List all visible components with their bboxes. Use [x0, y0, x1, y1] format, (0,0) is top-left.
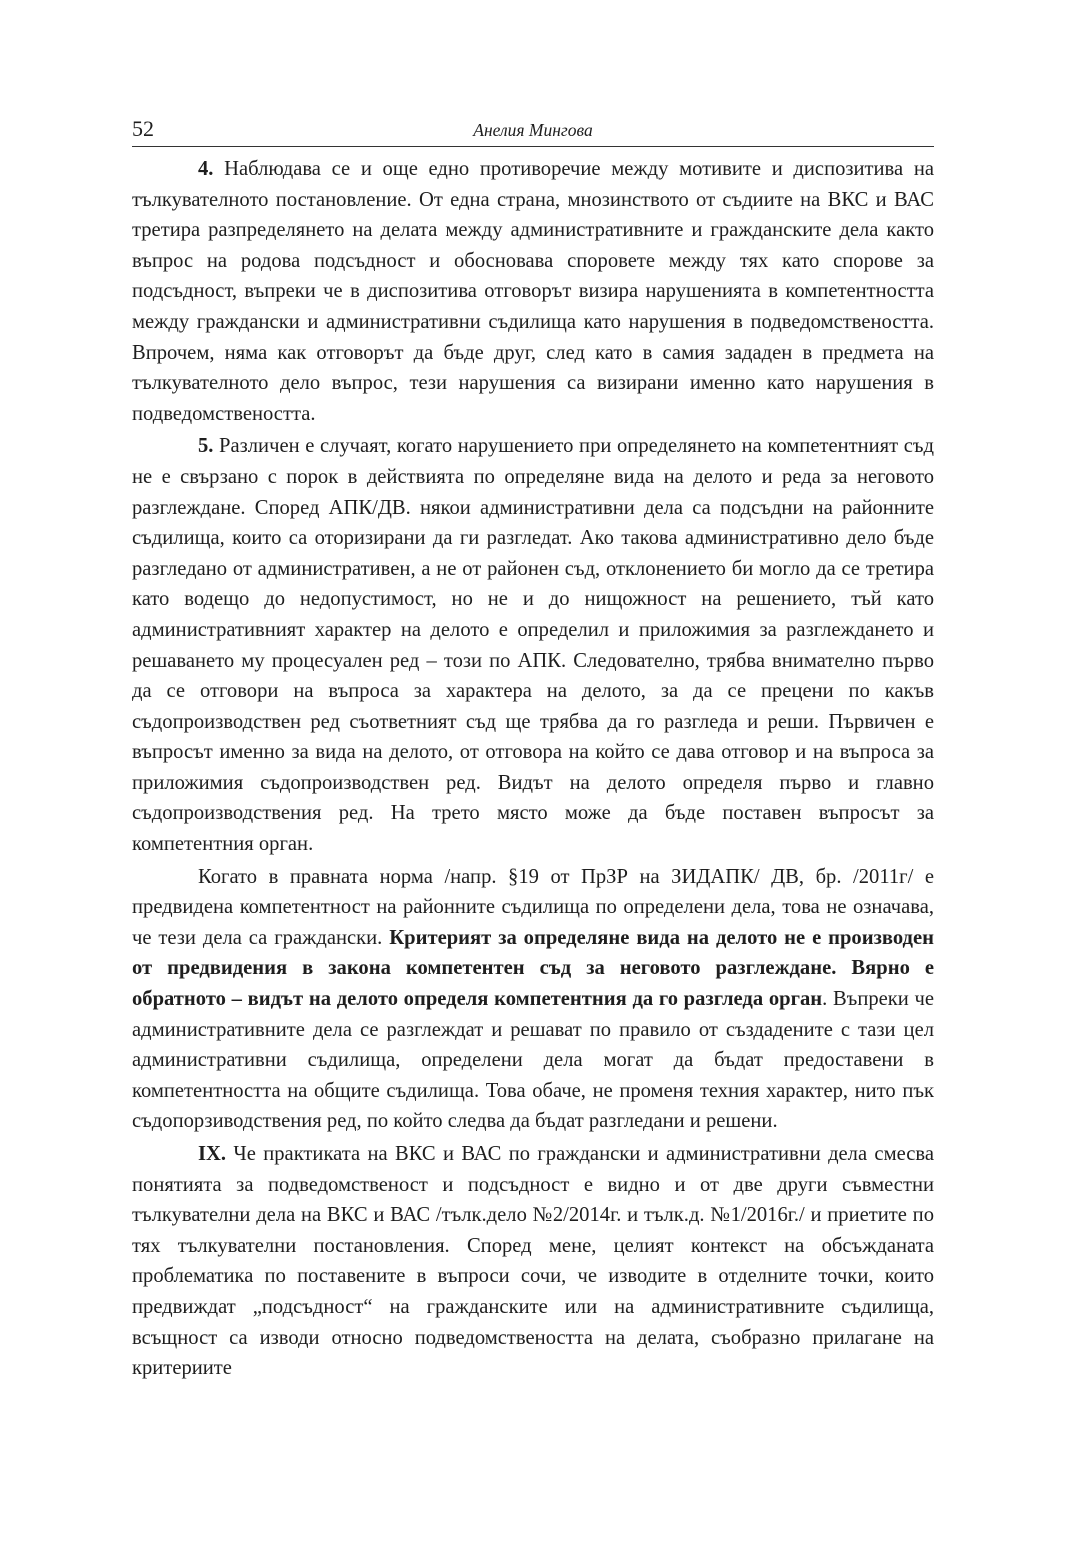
- paragraph-ix: [132, 1139, 934, 1384]
- body-text: [132, 154, 934, 1386]
- paragraph-criterion: [132, 862, 934, 1137]
- paragraph-text: . Въпреки че административните дела се разглеждат и решават по правило от създадените с тази цел административни съдилища, определени дела могат да бъдат предоставени в компетентността на общите съдилища. Това обаче, не променя техния характер, нито пък съдопорзиводствения ред, по който следва да бъдат разгледани и решени.: [132, 988, 935, 1133]
- paragraph-5: [132, 431, 934, 859]
- running-head: Анелия Мингова: [473, 120, 593, 140]
- page-number: 52: [132, 116, 154, 141]
- bold-emphasis: Критерият за определяне вида на делото не е производен от предвидения в закона компетентен съд за неговото разглеждане. Вярно е обратното – видът на делото определя компетентния да го разгледа орган: [132, 926, 934, 1011]
- paragraph-number: 5.: [198, 435, 214, 458]
- paragraph-text: Че практиката на ВКС и ВАС по граждански и административни дела смесва понятията за подведомственост и подсъдност е видно и от две други съвместни тълкувателни дела на ВКС и ВАС /тълк.дело №2/2014г. и тълк.д. №1/2016г./ и приетите по тях тълкувателни постановления. Според мене, целият контекст на обсъжданата проблематика по поставените в въпроси сочи, че изводите в отделните точки, които предвиждат „подсъдност“ на гражданските или на административните съдилища, всъщност са изводи относно подведомствеността на делата, съобразно прилагане на критериите: [132, 1143, 934, 1380]
- paragraph-text: Различен е случаят, когато нарушението при определянето на компетентният съд не е свързано с порок в действията по определяне вида на делото и реда за неговото разглеждане. Според АПК/ДВ. някои административни дела са подсъдни на районните съдилища, които са оторизирани да ги разгледат. Ако такова административно дело бъде разгледано от административен, а не от районен съд, отклонението би могло да се третира като водещо до недопустимост, но не и до нищожност на решението, тъй като административният характер на делото е определил и приложимия за разглеждането и решаването му процесуален ред – този по АПК. Следователно, трябва внимателно първо да се отговори на въпроса за характера на делото, за да се прецени по какъв съдопроизводствен ред съответният съд ще трябва да го разгледа и реши. Първичен е въпросът именно за вида на делото, от отговора на който се дава отговор и на въпроса за приложимия съдопроизводствен ред. Видът на делото определя първо и главно съдопроизводствения ред. На трето място може да бъде поставен въпросът за компетентния орган.: [132, 435, 934, 856]
- paragraph-number: IX.: [198, 1143, 227, 1165]
- paragraph-number: 4.: [198, 158, 214, 180]
- paragraph-4: [132, 154, 934, 429]
- paragraph-text: Наблюдава се и още едно противоречие между мотивите и диспозитива на тълкувателното постановление. От една страна, мнозинството от съдиите на ВКС и ВАС третира разпределянето на делата между административните и гражданските дела както въпрос на родова подсъдност и обосновава споровете между тях като спорове за подсъдност, въпреки че в диспозитива отговорът визира нарушенията в компетентността между граждански и административни съдилища като нарушения в подведомствеността. Впрочем, няма как отговорът да бъде друг, след като в самия зададен в предмета на тълкувателното дело въпрос, тези нарушения са визирани именно като нарушения в подведомствеността.: [132, 158, 934, 425]
- paragraph-text: Когато в правната норма /напр. §19 от ПрЗР на ЗИДАПК/ ДВ, бр. /2011г/ е предвидена компетентност на районните съдилища по определени дела, това не означава, че тези дела са граждански.: [132, 865, 934, 949]
- page-header: [132, 114, 934, 147]
